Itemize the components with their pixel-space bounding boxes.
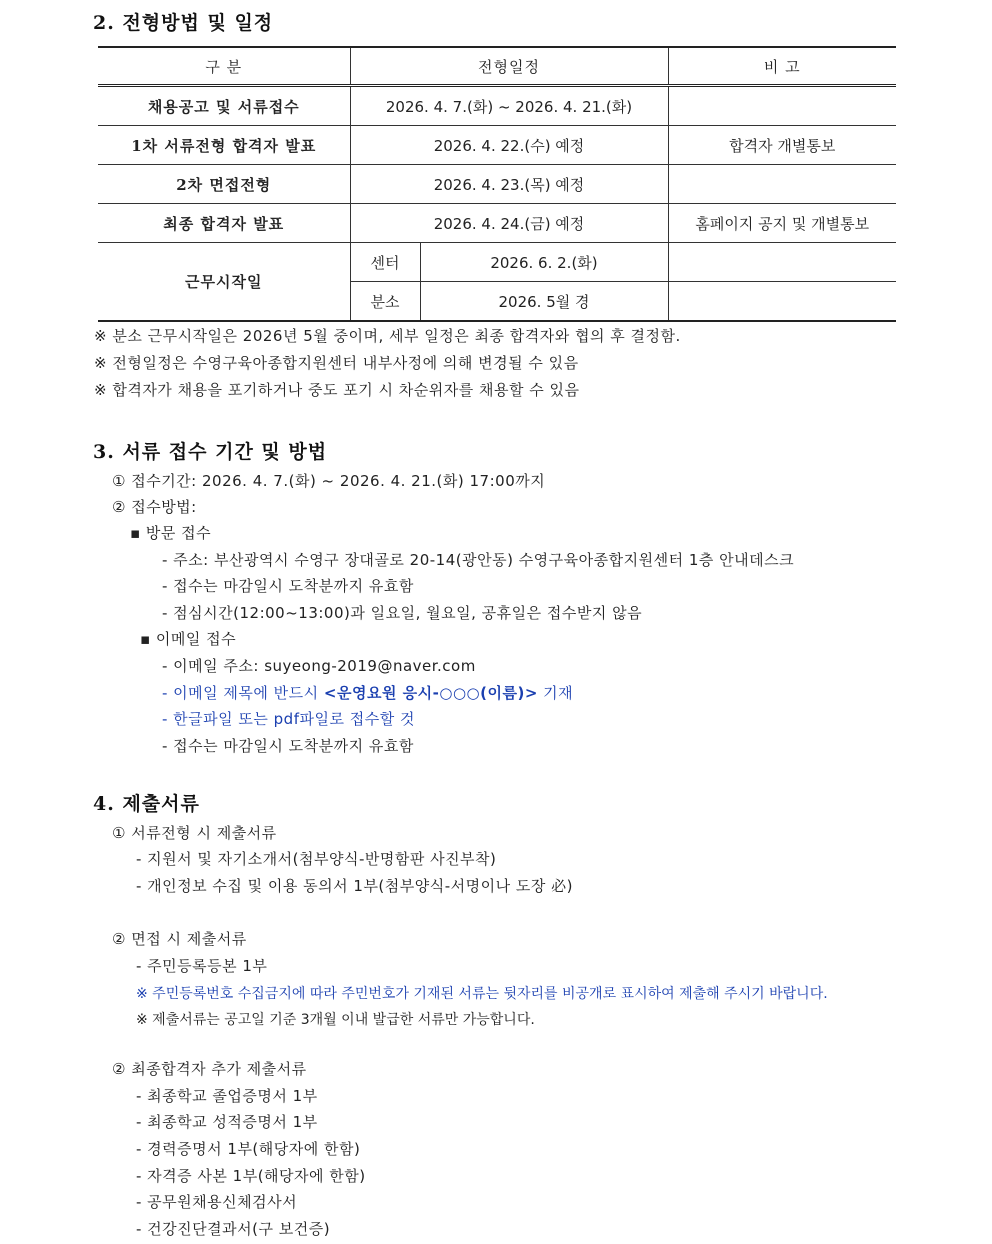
doc3-item: - 건강진단결과서(구 보건증) [136, 1220, 331, 1238]
email-subject-post: 기재 [537, 684, 574, 702]
visit-deadline: - 접수는 마감일시 도착분까지 유효함 [162, 577, 414, 595]
work-start-note [668, 243, 896, 282]
email-subject-format: <운영요원 응시-○○○(이름)> [323, 684, 538, 702]
visit-address: - 주소: 부산광역시 수영구 장대골로 20-14(광안동) 수영구육아종합지원센터 1층 안내데스크 [162, 551, 795, 569]
doc1-item: - 개인정보 수집 및 이용 동의서 1부(첨부양식-서명이나 도장 必) [136, 877, 573, 895]
section-2-title: 2. 전형방법 및 일정 [93, 12, 274, 34]
work-start-note [668, 282, 896, 322]
email-file-format: - 한글파일 또는 pdf파일로 접수할 것 [162, 710, 415, 728]
email-deadline: - 접수는 마감일시 도착분까지 유효함 [162, 737, 414, 755]
receipt-period: ① 접수기간: 2026. 4. 7.(화) ~ 2026. 4. 21.(화) 17:00까지 [112, 472, 546, 490]
doc1-item: - 지원서 및 자기소개서(첨부양식-반명함판 사진부착) [136, 850, 497, 868]
doc2-item: - 주민등록등본 1부 [136, 957, 268, 975]
section-4-title: 4. 제출서류 [93, 793, 200, 815]
row-note: 홈페이지 공지 및 개별통보 [668, 204, 896, 243]
doc3-item: - 최종학교 졸업증명서 1부 [136, 1087, 318, 1105]
work-start-label: 근무시작일 [98, 243, 350, 322]
header-category: 구 분 [98, 47, 350, 86]
visit-receipt-title: ▪ 방문 접수 [130, 524, 212, 542]
header-schedule: 전형일정 [350, 47, 668, 86]
schedule-note: ※ 합격자가 채용을 포기하거나 중도 포기 시 차순위자를 채용할 수 있음 [94, 381, 580, 399]
doc2-title: ② 면접 시 제출서류 [112, 930, 247, 948]
header-note: 비 고 [668, 47, 896, 86]
row-note: 합격자 개별통보 [668, 126, 896, 165]
work-start-date: 2026. 5월 경 [420, 282, 668, 322]
doc3-item: - 공무원채용신체검사서 [136, 1193, 298, 1211]
doc3-item: - 경력증명서 1부(해당자에 한함) [136, 1140, 361, 1158]
row-date: 2026. 4. 24.(금) 예정 [350, 204, 668, 243]
doc1-title: ① 서류전형 시 제출서류 [112, 824, 277, 842]
row-label: 1차 서류전형 합격자 발표 [98, 126, 350, 165]
row-date: 2026. 4. 23.(목) 예정 [350, 165, 668, 204]
row-label: 채용공고 및 서류접수 [98, 86, 350, 126]
email-subject-pre: - 이메일 제목에 반드시 [162, 684, 324, 702]
schedule-note: ※ 분소 근무시작일은 2026년 5월 중이며, 세부 일정은 최종 합격자와 협의 후 결정함. [94, 327, 681, 345]
receipt-method: ② 접수방법: [112, 498, 197, 516]
table-row [98, 126, 896, 165]
email-receipt-title: ▪ 이메일 접수 [140, 630, 237, 648]
row-label: 최종 합격자 발표 [98, 204, 350, 243]
email-address: - 이메일 주소: suyeong-2019@naver.com [162, 657, 476, 675]
doc2-note-privacy: ※ 주민등록번호 수집금지에 따라 주민번호가 기재된 서류는 뒷자리를 비공개로 표시하여 제출해 주시기 바랍니다. [136, 986, 828, 1002]
work-start-place: 센터 [350, 243, 420, 282]
table-header-row [98, 47, 896, 86]
table-row [98, 165, 896, 204]
work-start-date: 2026. 6. 2.(화) [420, 243, 668, 282]
schedule-note: ※ 전형일정은 수영구육아종합지원센터 내부사정에 의해 변경될 수 있음 [94, 354, 579, 372]
schedule-table [98, 46, 896, 322]
doc3-title: ② 최종합격자 추가 제출서류 [112, 1060, 307, 1078]
doc2-note-issue-date: ※ 제출서류는 공고일 기준 3개월 이내 발급한 서류만 가능합니다. [136, 1012, 535, 1028]
email-subject-rule [162, 682, 573, 703]
table-row [98, 86, 896, 126]
doc3-item: - 최종학교 성적증명서 1부 [136, 1113, 318, 1131]
visit-closed-hours: - 점심시간(12:00~13:00)과 일요일, 월요일, 공휴일은 접수받지 않음 [162, 604, 643, 622]
row-date: 2026. 4. 22.(수) 예정 [350, 126, 668, 165]
doc3-item: - 자격증 사본 1부(해당자에 한함) [136, 1167, 366, 1185]
row-note [668, 165, 896, 204]
table-row [98, 204, 896, 243]
section-3-title: 3. 서류 접수 기간 및 방법 [93, 441, 328, 463]
row-note [668, 86, 896, 126]
work-start-place: 분소 [350, 282, 420, 322]
row-label: 2차 면접전형 [98, 165, 350, 204]
row-date: 2026. 4. 7.(화) ~ 2026. 4. 21.(화) [350, 86, 668, 126]
table-row [98, 243, 896, 282]
